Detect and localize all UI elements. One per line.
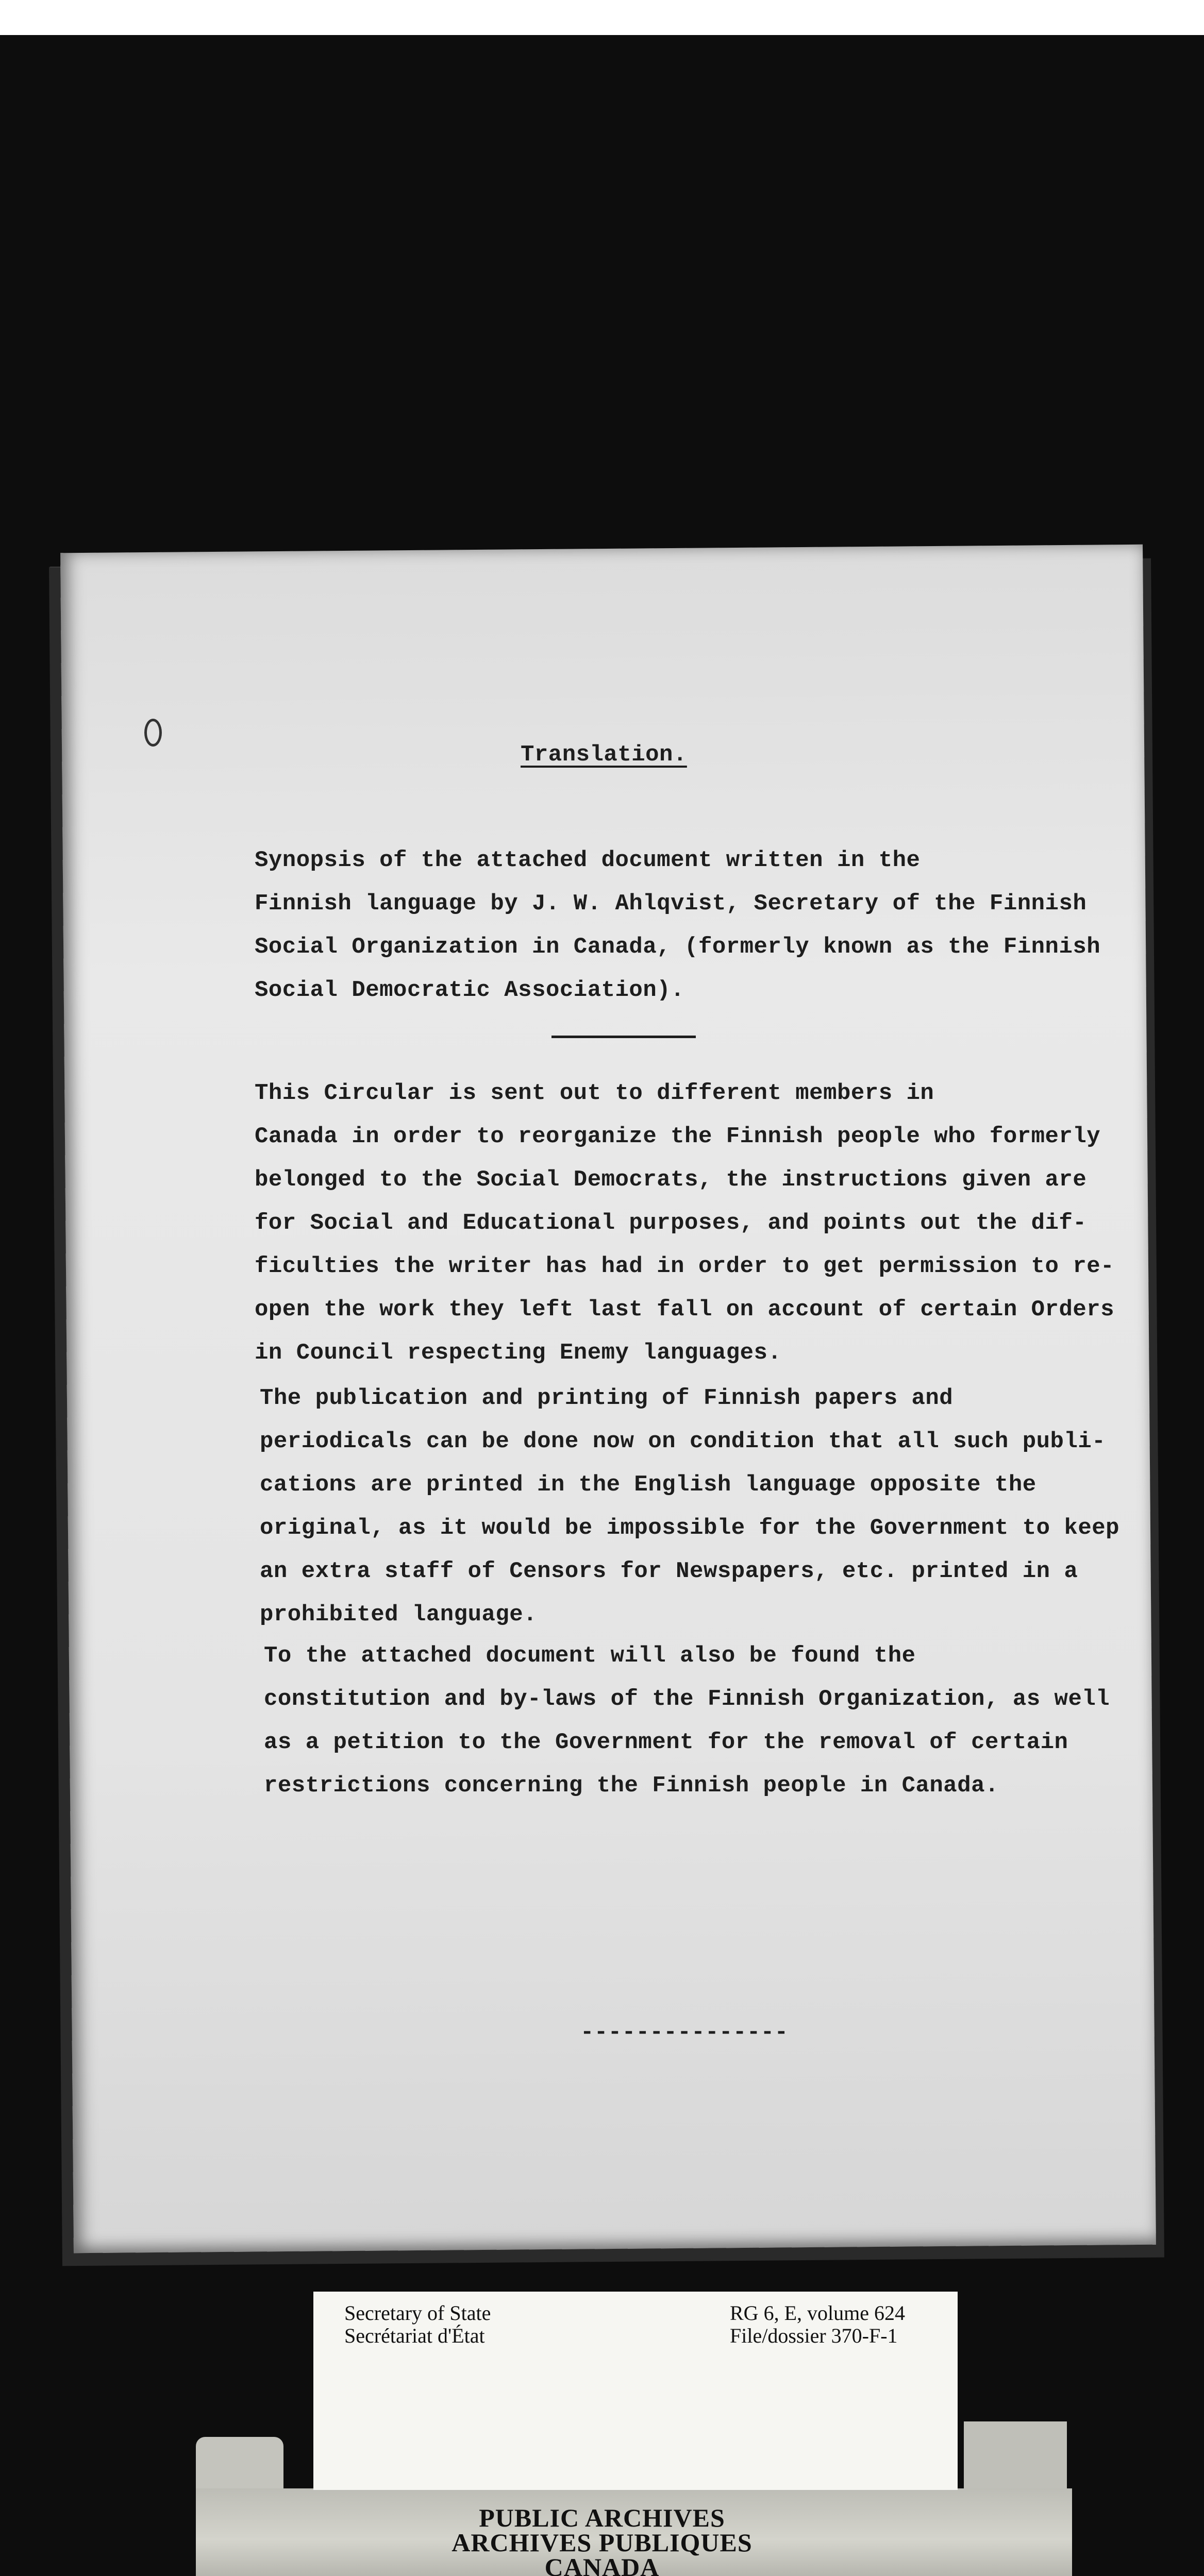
reference-volume: RG 6, E, volume 624: [730, 2301, 905, 2325]
synopsis-paragraph: Synopsis of the attached document written in the Finnish language by J. W. Ahlqvist, Secretary of the Finnish Social Organization in Canada, (formerly known as the Finnish Social Democratic Association).: [255, 848, 1101, 1003]
stamp-line-canada: CANADA: [544, 2553, 660, 2576]
archive-label-department: [344, 2302, 491, 2347]
document-title: Translation.: [521, 742, 687, 768]
stamp-line-public-archives: PUBLIC ARCHIVES: [479, 2503, 725, 2532]
archive-label-reference: [730, 2302, 905, 2347]
department-en: Secretary of State: [344, 2301, 491, 2325]
attachment-paragraph: To the attached document will also be found the constitution and by-laws of the Finnish Organization, as well as a petition to the Government for the removal of certain restrictions concerning the Finnish people in Canada.: [264, 1643, 1110, 1799]
stamp-line-archives-publiques: ARCHIVES PUBLIQUES: [452, 2528, 752, 2557]
top-border: [0, 0, 1204, 35]
department-fr: Secrétariat d'État: [344, 2324, 485, 2347]
circular-paragraph: This Circular is sent out to different members in Canada in order to reorganize the Finnish people who formerly belonged to the Social Democrats, the instructions given are for Social and Educational purposes, and points out the dif- ficulties the writer has had in order to get permission to re- open the work they left last fall on account of certain Orders in Council respecting Enemy languages.: [255, 1080, 1115, 1366]
publication-paragraph: The publication and printing of Finnish papers and periodicals can be done now on condition that all such publi- cations are printed in the English language opposite the original, as it would be impossible for the Government to keep an extra staff of Censors for Newspapers, etc. printed in a prohibited language.: [260, 1385, 1120, 1628]
reference-file: File/dossier 370-F-1: [730, 2324, 898, 2347]
closing-dashes: ---------------: [580, 2020, 789, 2045]
section-divider: [551, 1036, 696, 1038]
punch-hole-mark: [144, 719, 162, 747]
